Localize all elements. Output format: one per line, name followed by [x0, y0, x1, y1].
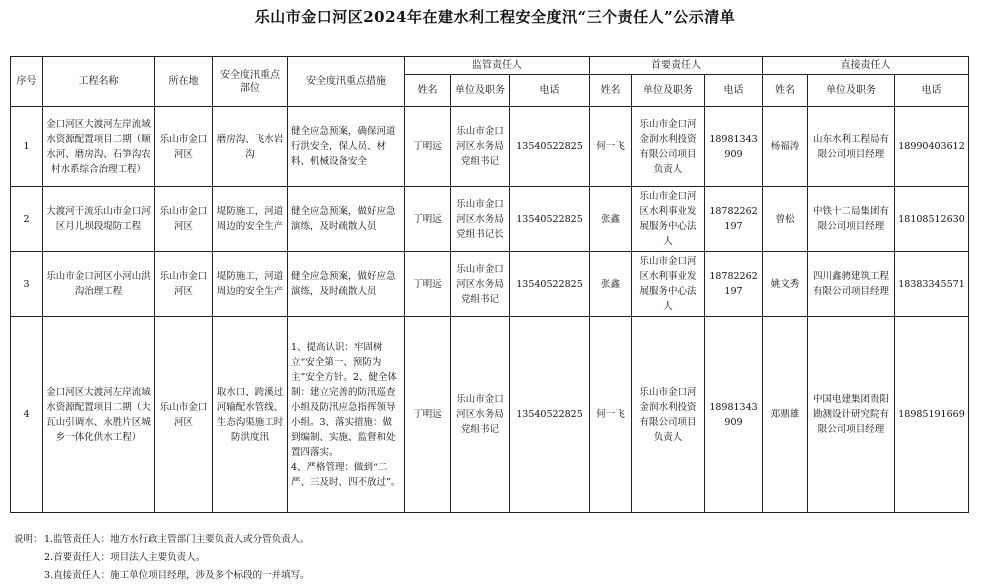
header-no: 序号: [11, 57, 43, 107]
notes-section: [14, 531, 974, 585]
table-row: [11, 107, 969, 187]
cell-d-phone: 18383345571: [895, 252, 969, 317]
cell-p-name: 何一飞: [590, 107, 632, 187]
cell-s-phone: 13540522825: [510, 187, 590, 252]
header-s-name: 姓名: [405, 75, 451, 107]
table-row: [11, 317, 969, 513]
header-primary: 首要责任人: [590, 57, 763, 75]
page-title: 乐山市金口河区2024年在建水利工程安全度汛“三个责任人”公示清单: [254, 8, 736, 26]
cell-d-name: 曾松: [763, 187, 808, 252]
cell-p-unit: 乐山市金口河金润水利投资有限公司项目负责人: [632, 317, 705, 513]
note-item: 2.首要责任人：项目法人主要负责人。: [44, 552, 206, 563]
cell-measures: [288, 317, 405, 513]
cell-s-phone: 13540522825: [510, 107, 590, 187]
cell-p-unit: 乐山市金口河区水利事业发展服务中心法人: [632, 252, 705, 317]
header-direct: 直接责任人: [763, 57, 969, 75]
note-item: 3.直接责任人：施工单位项目经理，涉及多个标段的一并填写。: [44, 570, 310, 581]
cell-d-phone: 18990403612: [895, 107, 969, 187]
cell-key-part: 磨房沟、飞水岩沟: [213, 107, 288, 187]
header-measures: 安全度汛重点措施: [288, 57, 405, 107]
cell-project: 大渡河干流乐山市金口河区月儿坝段堤防工程: [43, 187, 155, 252]
header-supervise: 监管责任人: [405, 57, 590, 75]
header-p-name: 姓名: [590, 75, 632, 107]
cell-no: 2: [11, 187, 43, 252]
cell-s-unit: 乐山市金口河区水务局党组书记: [451, 107, 510, 187]
cell-location: 乐山市金口河区: [155, 107, 213, 187]
cell-location: 乐山市金口河区: [155, 252, 213, 317]
table-row: [11, 187, 969, 252]
responsibility-table: [10, 56, 969, 513]
cell-measures: 健全应急预案，确保河道行洪安全，保人员、材料、机械设备安全: [288, 107, 405, 187]
cell-p-name: 张鑫: [590, 187, 632, 252]
cell-project: 金口河区大渡河左岸流域水资源配置项目二期（顺水河、磨房沟、石笋沟农村水系综合治理工程）: [43, 107, 155, 187]
cell-p-phone: 18981343909: [705, 107, 763, 187]
cell-p-phone: 18782262197: [705, 187, 763, 252]
header-location: 所在地: [155, 57, 213, 107]
cell-p-unit: 乐山市金口河金润水利投资有限公司项目负责人: [632, 107, 705, 187]
cell-no: 1: [11, 107, 43, 187]
cell-d-name: 杨福涛: [763, 107, 808, 187]
header-d-phone: 电话: [895, 75, 969, 107]
cell-s-name: 丁明远: [405, 187, 451, 252]
header-p-unit: 单位及职务: [632, 75, 705, 107]
note-item: 1.监管责任人：地方水行政主管部门主要负责人或分管负责人。: [44, 534, 310, 545]
cell-p-name: 张鑫: [590, 252, 632, 317]
cell-d-unit: 四川鑫骋建筑工程有限公司项目经理: [808, 252, 895, 317]
cell-d-name: 姚文秀: [763, 252, 808, 317]
cell-location: 乐山市金口河区: [155, 187, 213, 252]
cell-d-phone: 18108512630: [895, 187, 969, 252]
cell-s-name: 丁明远: [405, 252, 451, 317]
cell-s-phone: 13540522825: [510, 317, 590, 513]
cell-s-phone: 13540522825: [510, 252, 590, 317]
header-s-phone: 电话: [510, 75, 590, 107]
cell-p-name: 何一飞: [590, 317, 632, 513]
cell-d-unit: 山东水利工程局有限公司项目经理: [808, 107, 895, 187]
cell-p-unit: 乐山市金口河区水利事业发展服务中心法人: [632, 187, 705, 252]
cell-key-part: 堤防施工，河道周边的安全生产: [213, 252, 288, 317]
header-d-unit: 单位及职务: [808, 75, 895, 107]
cell-d-phone: 18985191669: [895, 317, 969, 513]
cell-p-phone: 18981343909: [705, 317, 763, 513]
cell-d-unit: 中铁十二局集团有限公司项目经理: [808, 187, 895, 252]
measures-line: 4、严格管理：做到“二严、三及时、四不放过”。: [291, 461, 401, 488]
cell-d-unit: 中国电建集团贵阳勘测设计研究院有限公司项目经理: [808, 317, 895, 513]
cell-p-phone: 18782262197: [705, 252, 763, 317]
header-p-phone: 电话: [705, 75, 763, 107]
cell-s-name: 丁明远: [405, 107, 451, 187]
notes-label: 说明：: [14, 534, 43, 545]
cell-measures: 健全应急预案，做好应急演练，及时疏散人员: [288, 187, 405, 252]
note-line: [14, 531, 974, 549]
cell-key-part: 取水口、跨溪过河输配水管线、生态沟渠施工时防洪度汛: [213, 317, 288, 513]
measures-line: 1、提高认识：牢固树立“安全第一、预防为主”安全方针。2、健全体制：建立完善的防汛巡查小组及防汛应急指挥领导小组。3、落实措施：做到编制、实施、监督和处置四落实。: [291, 341, 397, 458]
header-s-unit: 单位及职务: [451, 75, 510, 107]
cell-location: 乐山市金口河区: [155, 317, 213, 513]
cell-key-part: 堤防施工，河道周边的安全生产: [213, 187, 288, 252]
header-d-name: 姓名: [763, 75, 808, 107]
header-project: 工程名称: [43, 57, 155, 107]
cell-no: 4: [11, 317, 43, 513]
note-line: [14, 549, 974, 567]
cell-no: 3: [11, 252, 43, 317]
cell-s-unit: 乐山市金口河区水务局党组书记长: [451, 187, 510, 252]
header-row-1: [11, 57, 969, 75]
cell-project: 金口河区大渡河左岸流域水资源配置项目二期（大瓦山引调水、永胜片区城乡一体化供水工程）: [43, 317, 155, 513]
note-line: [14, 567, 974, 585]
cell-s-name: 丁明远: [405, 317, 451, 513]
cell-project: 乐山市金口河区小河山洪沟治理工程: [43, 252, 155, 317]
table-row: [11, 252, 969, 317]
cell-d-name: 郑鼎雄: [763, 317, 808, 513]
cell-measures: 健全应急预案，做好应急演练，及时疏散人员: [288, 252, 405, 317]
cell-s-unit: 乐山市金口河区水务局党组书记: [451, 317, 510, 513]
cell-s-unit: 乐山市金口河区水务局党组书记: [451, 252, 510, 317]
header-key-part: 安全度汛重点部位: [213, 57, 288, 107]
